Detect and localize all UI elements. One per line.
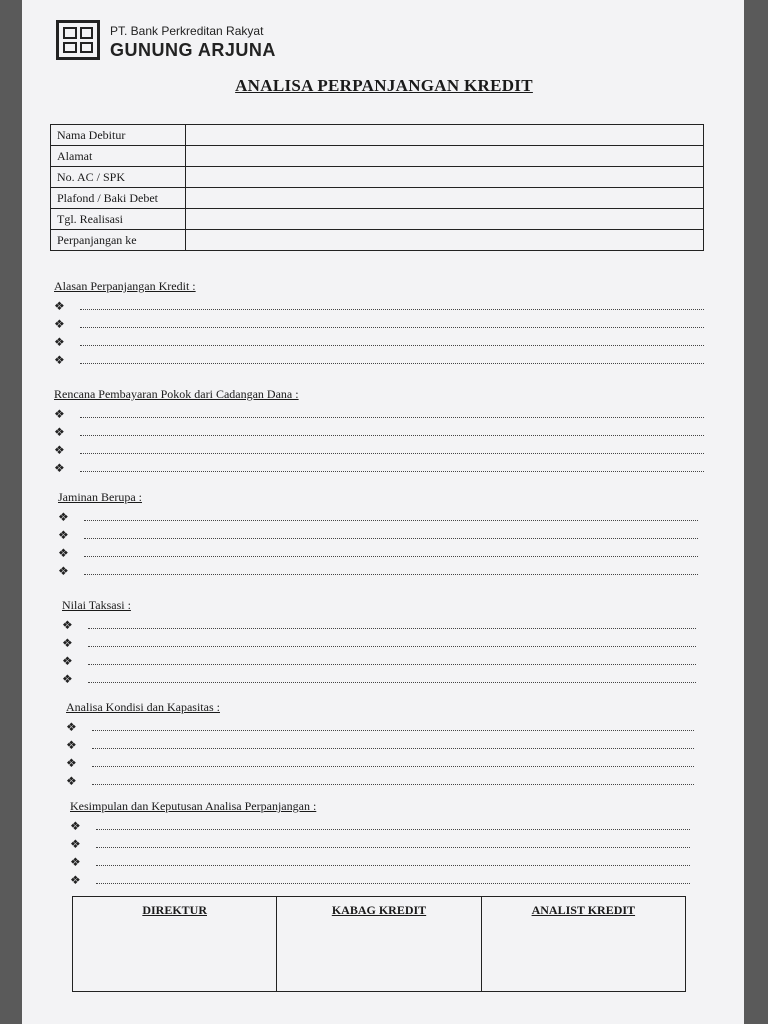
diamond-bullet-icon: ❖ xyxy=(62,654,73,668)
section-analisa-kondisi xyxy=(66,698,694,788)
list-item xyxy=(54,403,704,421)
diamond-bullet-icon: ❖ xyxy=(54,443,65,457)
diamond-bullet-icon: ❖ xyxy=(54,317,65,331)
dotted-fill-line[interactable] xyxy=(80,407,704,418)
diamond-bullet-icon: ❖ xyxy=(70,837,81,851)
dotted-fill-line[interactable] xyxy=(84,564,698,575)
dotted-fill-line[interactable] xyxy=(96,873,690,884)
diamond-bullet-icon: ❖ xyxy=(54,425,65,439)
dotted-fill-line[interactable] xyxy=(80,299,704,310)
section-title: Analisa Kondisi dan Kapasitas : xyxy=(66,700,220,714)
info-label: Plafond / Baki Debet xyxy=(51,188,186,209)
diamond-bullet-icon: ❖ xyxy=(54,353,65,367)
dotted-fill-line[interactable] xyxy=(84,510,698,521)
diamond-bullet-icon: ❖ xyxy=(58,528,69,542)
dotted-fill-line[interactable] xyxy=(80,425,704,436)
list-item xyxy=(70,833,690,851)
info-row xyxy=(51,167,704,188)
info-value-field[interactable] xyxy=(186,188,704,209)
list-item xyxy=(58,542,698,560)
list-item xyxy=(54,439,704,457)
section-title: Rencana Pembayaran Pokok dari Cadangan Dana : xyxy=(54,387,299,401)
diamond-bullet-icon: ❖ xyxy=(58,564,69,578)
debtor-info-table xyxy=(50,124,704,251)
bank-subtitle: PT. Bank Perkreditan Rakyat xyxy=(110,24,264,38)
dotted-fill-line[interactable] xyxy=(88,654,696,665)
section-jaminan xyxy=(58,488,698,578)
section-kesimpulan xyxy=(70,797,690,887)
diamond-bullet-icon: ❖ xyxy=(70,873,81,887)
dotted-fill-line[interactable] xyxy=(84,546,698,557)
dotted-fill-line[interactable] xyxy=(80,317,704,328)
dotted-fill-line[interactable] xyxy=(96,819,690,830)
dotted-fill-line[interactable] xyxy=(88,672,696,683)
diamond-bullet-icon: ❖ xyxy=(58,546,69,560)
signature-table xyxy=(72,896,686,992)
diamond-bullet-icon: ❖ xyxy=(62,636,73,650)
section-title: Alasan Perpanjangan Kredit : xyxy=(54,279,196,293)
diamond-bullet-icon: ❖ xyxy=(70,855,81,869)
list-item xyxy=(54,295,704,313)
info-value-field[interactable] xyxy=(186,146,704,167)
section-title: Nilai Taksasi : xyxy=(62,598,131,612)
list-item xyxy=(58,524,698,542)
dotted-fill-line[interactable] xyxy=(88,618,696,629)
diamond-bullet-icon: ❖ xyxy=(66,738,77,752)
diamond-bullet-icon: ❖ xyxy=(54,461,65,475)
list-item xyxy=(70,815,690,833)
list-item xyxy=(62,632,696,650)
diamond-bullet-icon: ❖ xyxy=(70,819,81,833)
list-item xyxy=(54,421,704,439)
list-item xyxy=(66,770,694,788)
diamond-bullet-icon: ❖ xyxy=(54,335,65,349)
list-item xyxy=(54,331,704,349)
list-item xyxy=(54,313,704,331)
info-row xyxy=(51,209,704,230)
info-row xyxy=(51,230,704,251)
signature-label: ANALIST KREDIT xyxy=(531,903,636,917)
document-title: ANALISA PERPANJANGAN KREDIT xyxy=(235,76,533,95)
section-alasan-perpanjangan xyxy=(54,277,704,367)
section-title: Kesimpulan dan Keputusan Analisa Perpanjangan : xyxy=(70,799,317,813)
dotted-fill-line[interactable] xyxy=(84,528,698,539)
info-value-field[interactable] xyxy=(186,167,704,188)
dotted-fill-line[interactable] xyxy=(92,720,694,731)
dotted-fill-line[interactable] xyxy=(96,837,690,848)
bank-name: GUNUNG ARJUNA xyxy=(110,40,276,60)
signature-box-direktur[interactable] xyxy=(73,897,277,992)
diamond-bullet-icon: ❖ xyxy=(54,299,65,313)
diamond-bullet-icon: ❖ xyxy=(62,672,73,686)
info-label: No. AC / SPK xyxy=(51,167,186,188)
list-item xyxy=(66,734,694,752)
info-label: Perpanjangan ke xyxy=(51,230,186,251)
list-item xyxy=(70,851,690,869)
diamond-bullet-icon: ❖ xyxy=(62,618,73,632)
info-label: Tgl. Realisasi xyxy=(51,209,186,230)
info-label: Nama Debitur xyxy=(51,125,186,146)
bank-logo-icon xyxy=(56,20,100,60)
info-value-field[interactable] xyxy=(186,230,704,251)
list-item xyxy=(62,668,696,686)
list-item xyxy=(66,752,694,770)
dotted-fill-line[interactable] xyxy=(88,636,696,647)
diamond-bullet-icon: ❖ xyxy=(66,720,77,734)
list-item xyxy=(62,614,696,632)
signature-label: KABAG KREDIT xyxy=(331,903,427,917)
dotted-fill-line[interactable] xyxy=(92,738,694,749)
dotted-fill-line[interactable] xyxy=(80,461,704,472)
signature-label: DIREKTUR xyxy=(142,903,207,917)
dotted-fill-line[interactable] xyxy=(96,855,690,866)
diamond-bullet-icon: ❖ xyxy=(66,756,77,770)
section-nilai-taksasi xyxy=(62,596,696,686)
info-value-field[interactable] xyxy=(186,209,704,230)
dotted-fill-line[interactable] xyxy=(92,774,694,785)
signature-box-analist-kredit[interactable] xyxy=(481,897,685,992)
diamond-bullet-icon: ❖ xyxy=(58,510,69,524)
dotted-fill-line[interactable] xyxy=(80,353,704,364)
dotted-fill-line[interactable] xyxy=(92,756,694,767)
info-row xyxy=(51,125,704,146)
info-value-field[interactable] xyxy=(186,125,704,146)
info-row xyxy=(51,188,704,209)
dotted-fill-line[interactable] xyxy=(80,443,704,454)
dotted-fill-line[interactable] xyxy=(80,335,704,346)
info-label: Alamat xyxy=(51,146,186,167)
list-item xyxy=(58,506,698,524)
list-item xyxy=(58,560,698,578)
signature-box-kabag-kredit[interactable] xyxy=(277,897,481,992)
diamond-bullet-icon: ❖ xyxy=(54,407,65,421)
list-item xyxy=(54,457,704,475)
section-title: Jaminan Berupa : xyxy=(58,490,142,504)
list-item xyxy=(66,716,694,734)
diamond-bullet-icon: ❖ xyxy=(66,774,77,788)
list-item xyxy=(62,650,696,668)
list-item xyxy=(54,349,704,367)
list-item xyxy=(70,869,690,887)
info-row xyxy=(51,146,704,167)
section-rencana-pembayaran xyxy=(54,385,704,475)
